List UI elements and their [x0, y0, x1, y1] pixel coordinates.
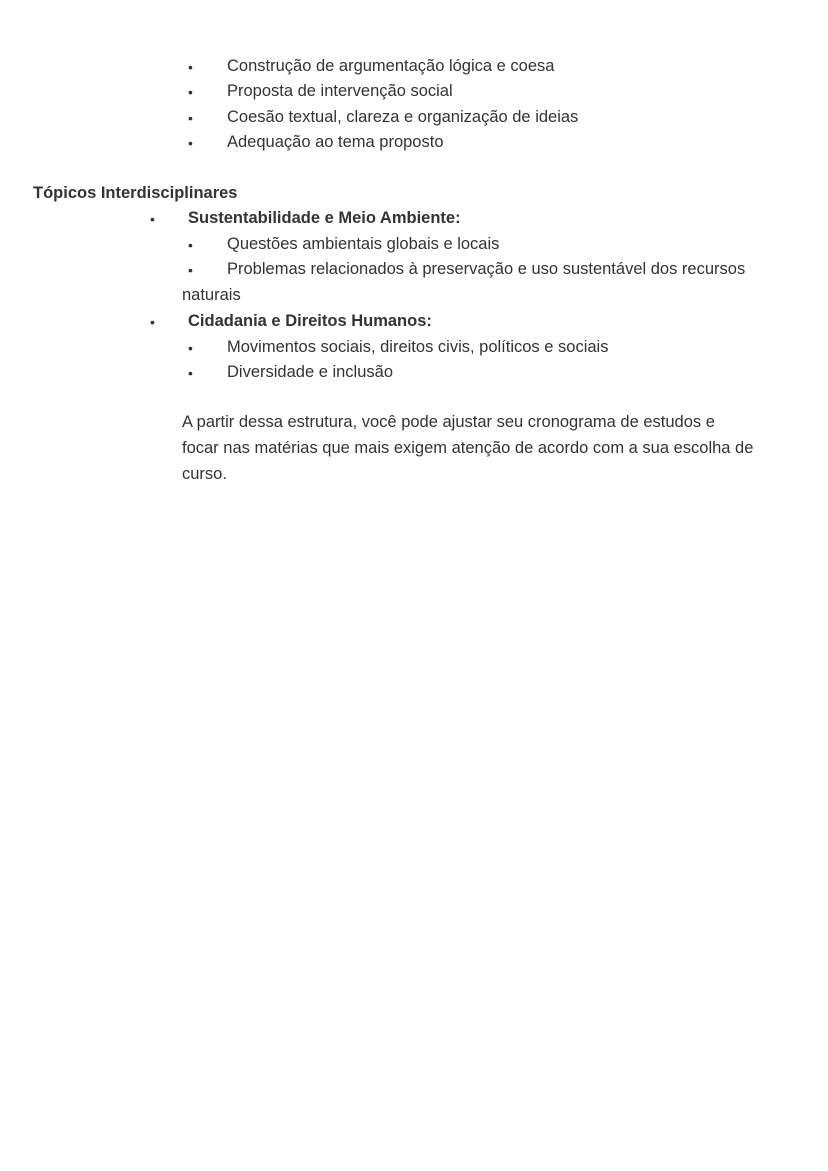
- list-item: Movimentos sociais, direitos civis, políticos e sociais: [227, 338, 609, 356]
- list-item: Coesão textual, clareza e organização de ideias: [227, 108, 579, 126]
- closing-paragraph-line: A partir dessa estrutura, você pode ajustar seu cronograma de estudos e: [182, 413, 715, 431]
- group-title: Cidadania e Direitos Humanos:: [188, 312, 432, 330]
- closing-paragraph-line: focar nas matérias que mais exigem atenção de acordo com a sua escolha de: [182, 439, 754, 457]
- group-title: Sustentabilidade e Meio Ambiente:: [188, 209, 461, 227]
- bullet-icon: •: [150, 314, 155, 330]
- list-item: Questões ambientais globais e locais: [227, 235, 500, 253]
- list-item: Diversidade e inclusão: [227, 363, 394, 381]
- bullet-icon: •: [188, 135, 193, 151]
- bullet-icon: •: [188, 84, 193, 100]
- list-item: Construção de argumentação lógica e coesa: [227, 57, 555, 75]
- bullet-icon: •: [188, 237, 193, 253]
- list-item: Problemas relacionados à preservação e uso sustentável dos recursos: [227, 260, 746, 278]
- bullet-icon: •: [188, 110, 193, 126]
- bullet-icon: •: [188, 59, 193, 75]
- bullet-icon: •: [188, 365, 193, 381]
- bullet-icon: •: [150, 211, 155, 227]
- list-item-continuation: naturais: [182, 286, 241, 304]
- section-heading: Tópicos Interdisciplinares: [33, 184, 238, 202]
- bullet-icon: •: [188, 340, 193, 356]
- list-item: Proposta de intervenção social: [227, 82, 453, 100]
- closing-paragraph-line: curso.: [182, 465, 227, 483]
- list-item: Adequação ao tema proposto: [227, 133, 444, 151]
- bullet-icon: •: [188, 262, 193, 278]
